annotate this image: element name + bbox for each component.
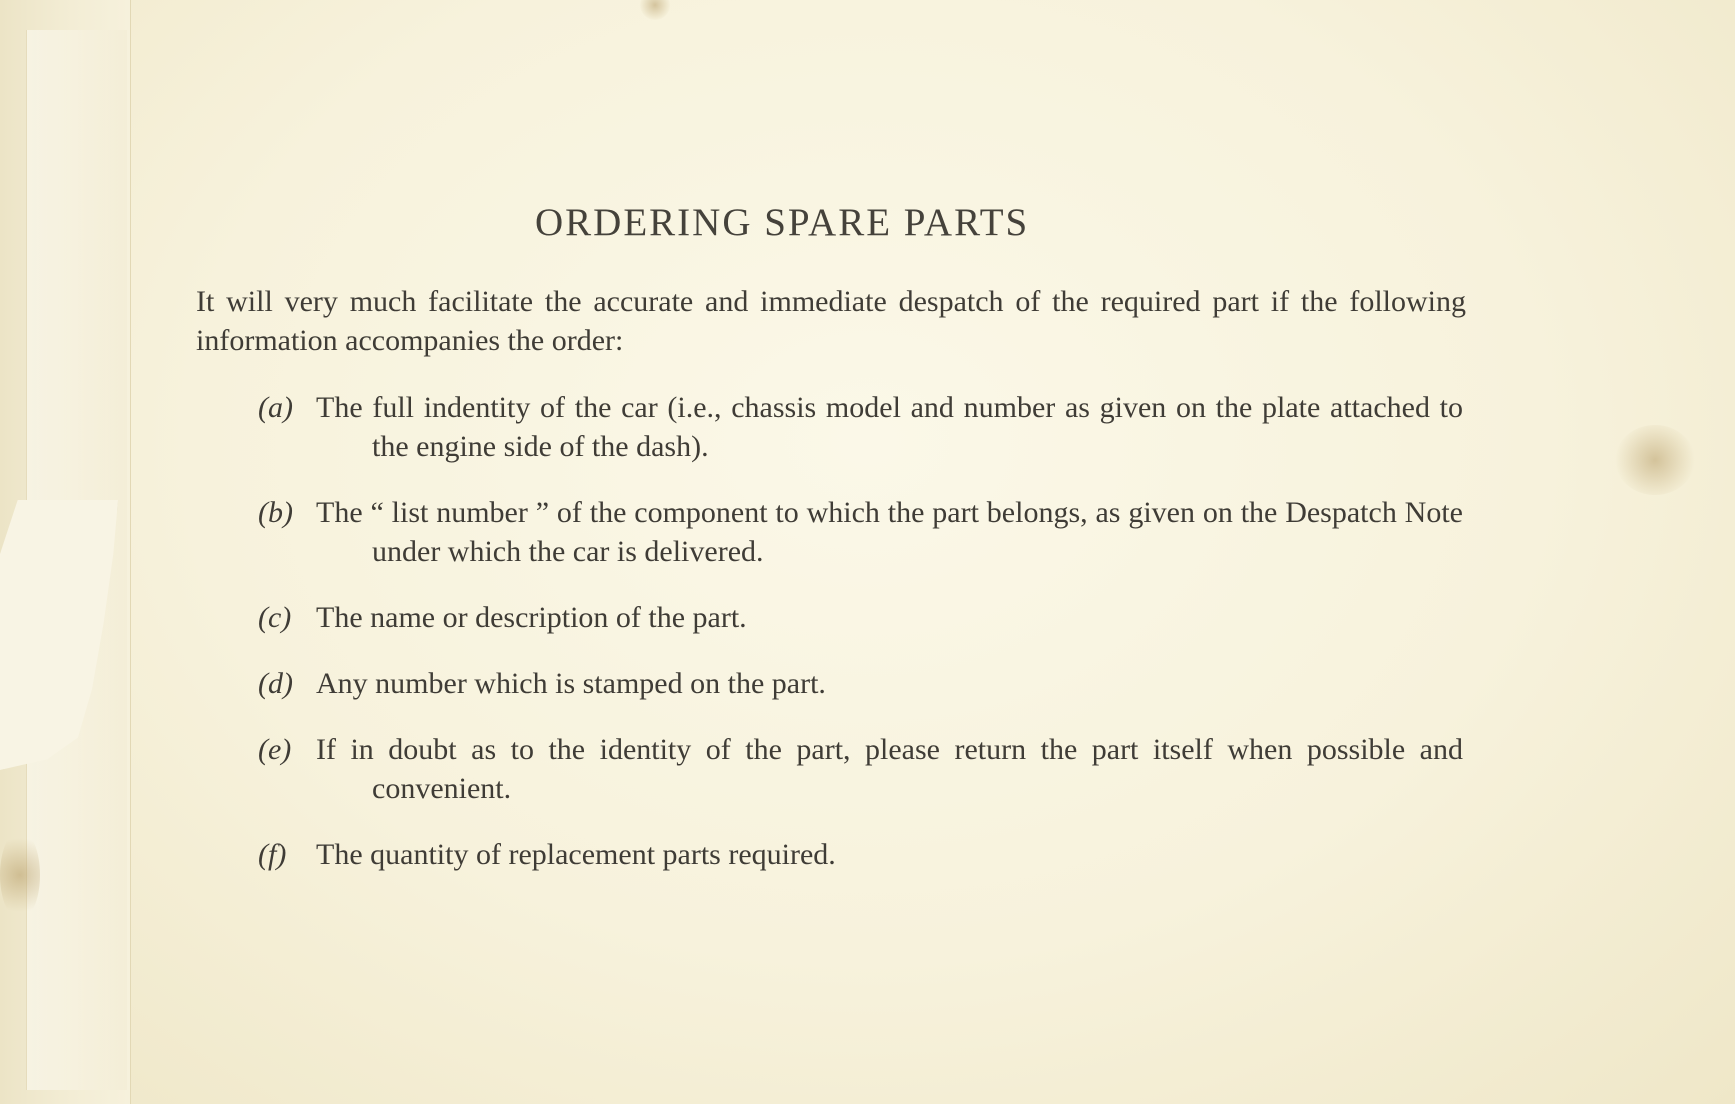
intro-paragraph: It will very much facilitate the accurate and immediate despatch of the required part if the following information accompanies the order:: [196, 285, 1466, 357]
item-letter: (e): [258, 733, 292, 766]
list-item: [258, 664, 1463, 703]
item-text: The “ list number ” of the component to which the part belongs, as given on the Despatch Note under which the car is delivered.: [316, 496, 1463, 568]
item-text: The name or description of the part.: [316, 601, 747, 634]
item-letter: (b): [258, 496, 293, 529]
stain-mark: [1615, 425, 1695, 495]
list-item: [258, 598, 1463, 637]
item-text: The full indentity of the car (i.e., chassis model and number as given on the plate attached to the engine side of the dash).: [316, 391, 1463, 463]
item-letter: (d): [258, 667, 293, 700]
list-item: [258, 493, 1463, 571]
stain-mark: [0, 830, 40, 920]
requirements-list: [258, 388, 1463, 874]
page-title: ORDERING SPARE PARTS: [535, 201, 1030, 244]
item-text: Any number which is stamped on the part.: [316, 667, 826, 700]
item-letter: (c): [258, 601, 292, 634]
item-text: The quantity of replacement parts required.: [316, 838, 836, 871]
item-letter: (a): [258, 391, 293, 424]
list-item: [258, 835, 1463, 874]
item-text: If in doubt as to the identity of the part, please return the part itself when possible and convenient.: [316, 733, 1463, 805]
stain-mark: [640, 0, 670, 20]
item-letter: (f): [258, 838, 287, 871]
list-item: [258, 388, 1463, 466]
list-item: [258, 730, 1463, 808]
